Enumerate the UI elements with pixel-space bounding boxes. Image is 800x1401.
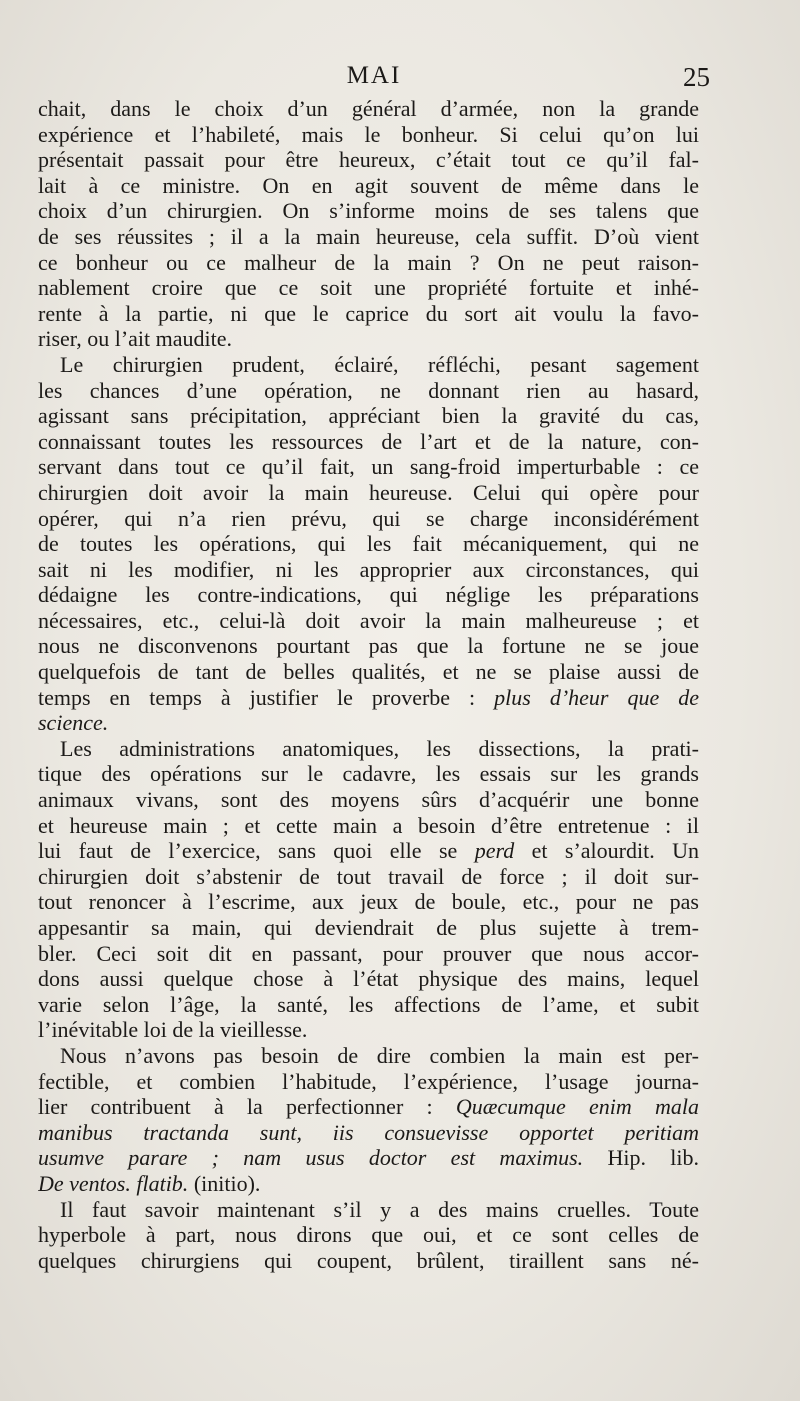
text-line	[38, 429, 699, 455]
text-line	[38, 173, 699, 199]
text-line	[38, 659, 699, 685]
text-span: bler. Ceci soit dit en passant, pour prouver que nous accor-	[38, 940, 699, 966]
text-line	[38, 506, 699, 532]
text-span: (initio).	[188, 1170, 261, 1196]
text-line	[38, 1197, 699, 1223]
text-line	[38, 864, 699, 890]
text-span: lait à ce ministre. On en agit souvent de même dans le	[38, 172, 699, 198]
text-span: servant dans tout ce qu’il fait, un sang-froid imperturbable : ce	[38, 454, 699, 480]
text-line	[38, 1069, 699, 1095]
text-line	[38, 557, 699, 583]
italic-text: science.	[38, 710, 109, 736]
text-line	[38, 1094, 699, 1120]
text-span: nous ne disconvenons pourtant pas que la fortune ne se joue	[38, 633, 699, 659]
text-span: quelquefois de tant de belles qualités, et ne se plaise aussi de	[38, 659, 699, 685]
italic-text: Quæcumque enim mala	[455, 1094, 699, 1120]
italic-text: De ventos. flatib.	[38, 1170, 189, 1196]
text-line	[38, 224, 699, 250]
italic-text: manibus tractanda sunt, iis consuevisse opportet peritiam	[38, 1119, 699, 1145]
text-span: tout renoncer à l’escrime, aux jeux de boule, etc., pour ne pas	[38, 889, 699, 915]
text-span: Les administrations anatomiques, les dissections, la prati-	[60, 735, 699, 761]
text-line	[38, 1017, 699, 1043]
text-line	[38, 889, 699, 915]
text-line	[38, 1043, 699, 1069]
text-span: riser, ou l’ait maudite.	[38, 326, 233, 352]
text-span: de ses réussites ; il a la main heureuse, cela suffit. D’où vient	[38, 223, 699, 249]
page-number: 25	[683, 62, 710, 92]
text-span: sait ni les modifier, ni les approprier aux circonstances, qui	[38, 556, 699, 582]
text-span: l’inévitable loi de la vieillesse.	[38, 1017, 308, 1043]
italic-text: usumve parare ; nam usus doctor est maximus.	[38, 1145, 584, 1171]
text-line	[38, 1222, 699, 1248]
text-span: dédaigne les contre-indications, qui néglige les préparations	[38, 582, 699, 608]
text-span: quelques chirurgiens qui coupent, brûlent, tiraillent sans né-	[38, 1247, 699, 1273]
text-span: temps en temps à justifier le proverbe :	[38, 684, 495, 710]
text-line	[38, 915, 699, 941]
text-line	[38, 787, 699, 813]
text-line	[38, 582, 699, 608]
text-line	[38, 966, 699, 992]
text-line	[38, 531, 699, 557]
text-line	[38, 736, 699, 762]
text-line	[38, 403, 699, 429]
text-span: agissant sans précipitation, appréciant bien la gravité du cas,	[38, 403, 699, 429]
page-header	[38, 62, 710, 96]
text-line	[38, 275, 699, 301]
text-line	[38, 992, 699, 1018]
text-span: présentait passait pour être heureux, c’était tout ce qu’il fal-	[38, 147, 699, 173]
text-span: ce bonheur ou ce malheur de la main ? On ne peut raison-	[38, 249, 699, 275]
text-line	[38, 761, 699, 787]
italic-text: perd	[474, 838, 515, 864]
text-span: appesantir sa main, qui deviendrait de plus sujette à trem-	[38, 915, 699, 940]
text-span: opérer, qui n’a rien prévu, qui se charge inconsidérément	[38, 505, 699, 531]
text-span: Nous n’avons pas besoin de dire combien la main est per-	[60, 1042, 699, 1068]
text-line	[38, 96, 699, 122]
text-span: et s’alourdit. Un	[514, 838, 699, 864]
text-line	[38, 301, 699, 327]
text-span: expérience et l’habileté, mais le bonheur. Si celui qu’on lui	[38, 121, 699, 147]
text-span: dons aussi quelque chose à l’état physique des mains, lequel	[38, 966, 699, 992]
text-span: chirurgien doit avoir la main heureuse. Celui qui opère pour	[38, 479, 699, 505]
text-span: connaissant toutes les ressources de l’art et de la nature, con-	[38, 428, 699, 454]
text-line	[38, 1120, 699, 1146]
text-line	[38, 1171, 699, 1197]
text-line	[38, 454, 699, 480]
text-line	[38, 1145, 699, 1171]
text-span: Le chirurgien prudent, éclairé, réfléchi, pesant sagement	[60, 351, 699, 377]
text-line	[38, 838, 699, 864]
text-line	[38, 685, 699, 711]
text-span: fectible, et combien l’habitude, l’expérience, l’usage journa-	[38, 1068, 699, 1094]
italic-text: plus d’heur que de	[494, 684, 699, 710]
text-line	[38, 122, 699, 148]
text-line	[38, 941, 699, 967]
body-text	[38, 96, 699, 1273]
text-span: chirurgien doit s’abstenir de tout travail de force ; il doit sur-	[38, 863, 699, 889]
text-span: nablement croire que ce soit une propriété fortuite et inhé-	[38, 275, 699, 301]
text-span: chait, dans le choix d’un général d’armée, non la grande	[38, 96, 699, 121]
text-span: animaux vivans, sont des moyens sûrs d’acquérir une bonne	[38, 787, 699, 813]
text-span: rente à la partie, ni que le caprice du sort ait voulu la favo-	[38, 300, 699, 326]
text-line	[38, 147, 699, 173]
running-head: MAI	[346, 62, 402, 89]
text-span: les chances d’une opération, ne donnant rien au hasard,	[38, 377, 699, 403]
text-line	[38, 250, 699, 276]
text-line	[38, 326, 699, 352]
text-span: Hip. lib.	[583, 1145, 699, 1171]
text-span: nécessaires, etc., celui-là doit avoir la main malheureuse ; et	[38, 607, 699, 633]
text-line	[38, 198, 699, 224]
text-line	[38, 378, 699, 404]
text-span: varie selon l’âge, la santé, les affections de l’ame, et subit	[38, 991, 699, 1017]
text-span: lier contribuent à la perfectionner :	[38, 1094, 456, 1120]
text-span: de toutes les opérations, qui les fait mécaniquement, qui ne	[38, 531, 699, 557]
text-span: et heureuse main ; et cette main a besoin d’être entretenue : il	[38, 812, 699, 838]
text-line	[38, 633, 699, 659]
text-line	[38, 352, 699, 378]
text-line	[38, 480, 699, 506]
text-span: lui faut de l’exercice, sans quoi elle se	[38, 838, 475, 864]
text-line	[38, 813, 699, 839]
text-span: tique des opérations sur le cadavre, les essais sur les grands	[38, 761, 699, 787]
text-span: choix d’un chirurgien. On s’informe moins de ses talens que	[38, 198, 699, 224]
text-line	[38, 608, 699, 634]
text-line	[38, 1248, 699, 1274]
text-line	[38, 710, 699, 736]
text-span: hyperbole à part, nous dirons que oui, et ce sont celles de	[38, 1222, 699, 1248]
text-span: Il faut savoir maintenant s’il y a des mains cruelles. Toute	[60, 1196, 699, 1222]
